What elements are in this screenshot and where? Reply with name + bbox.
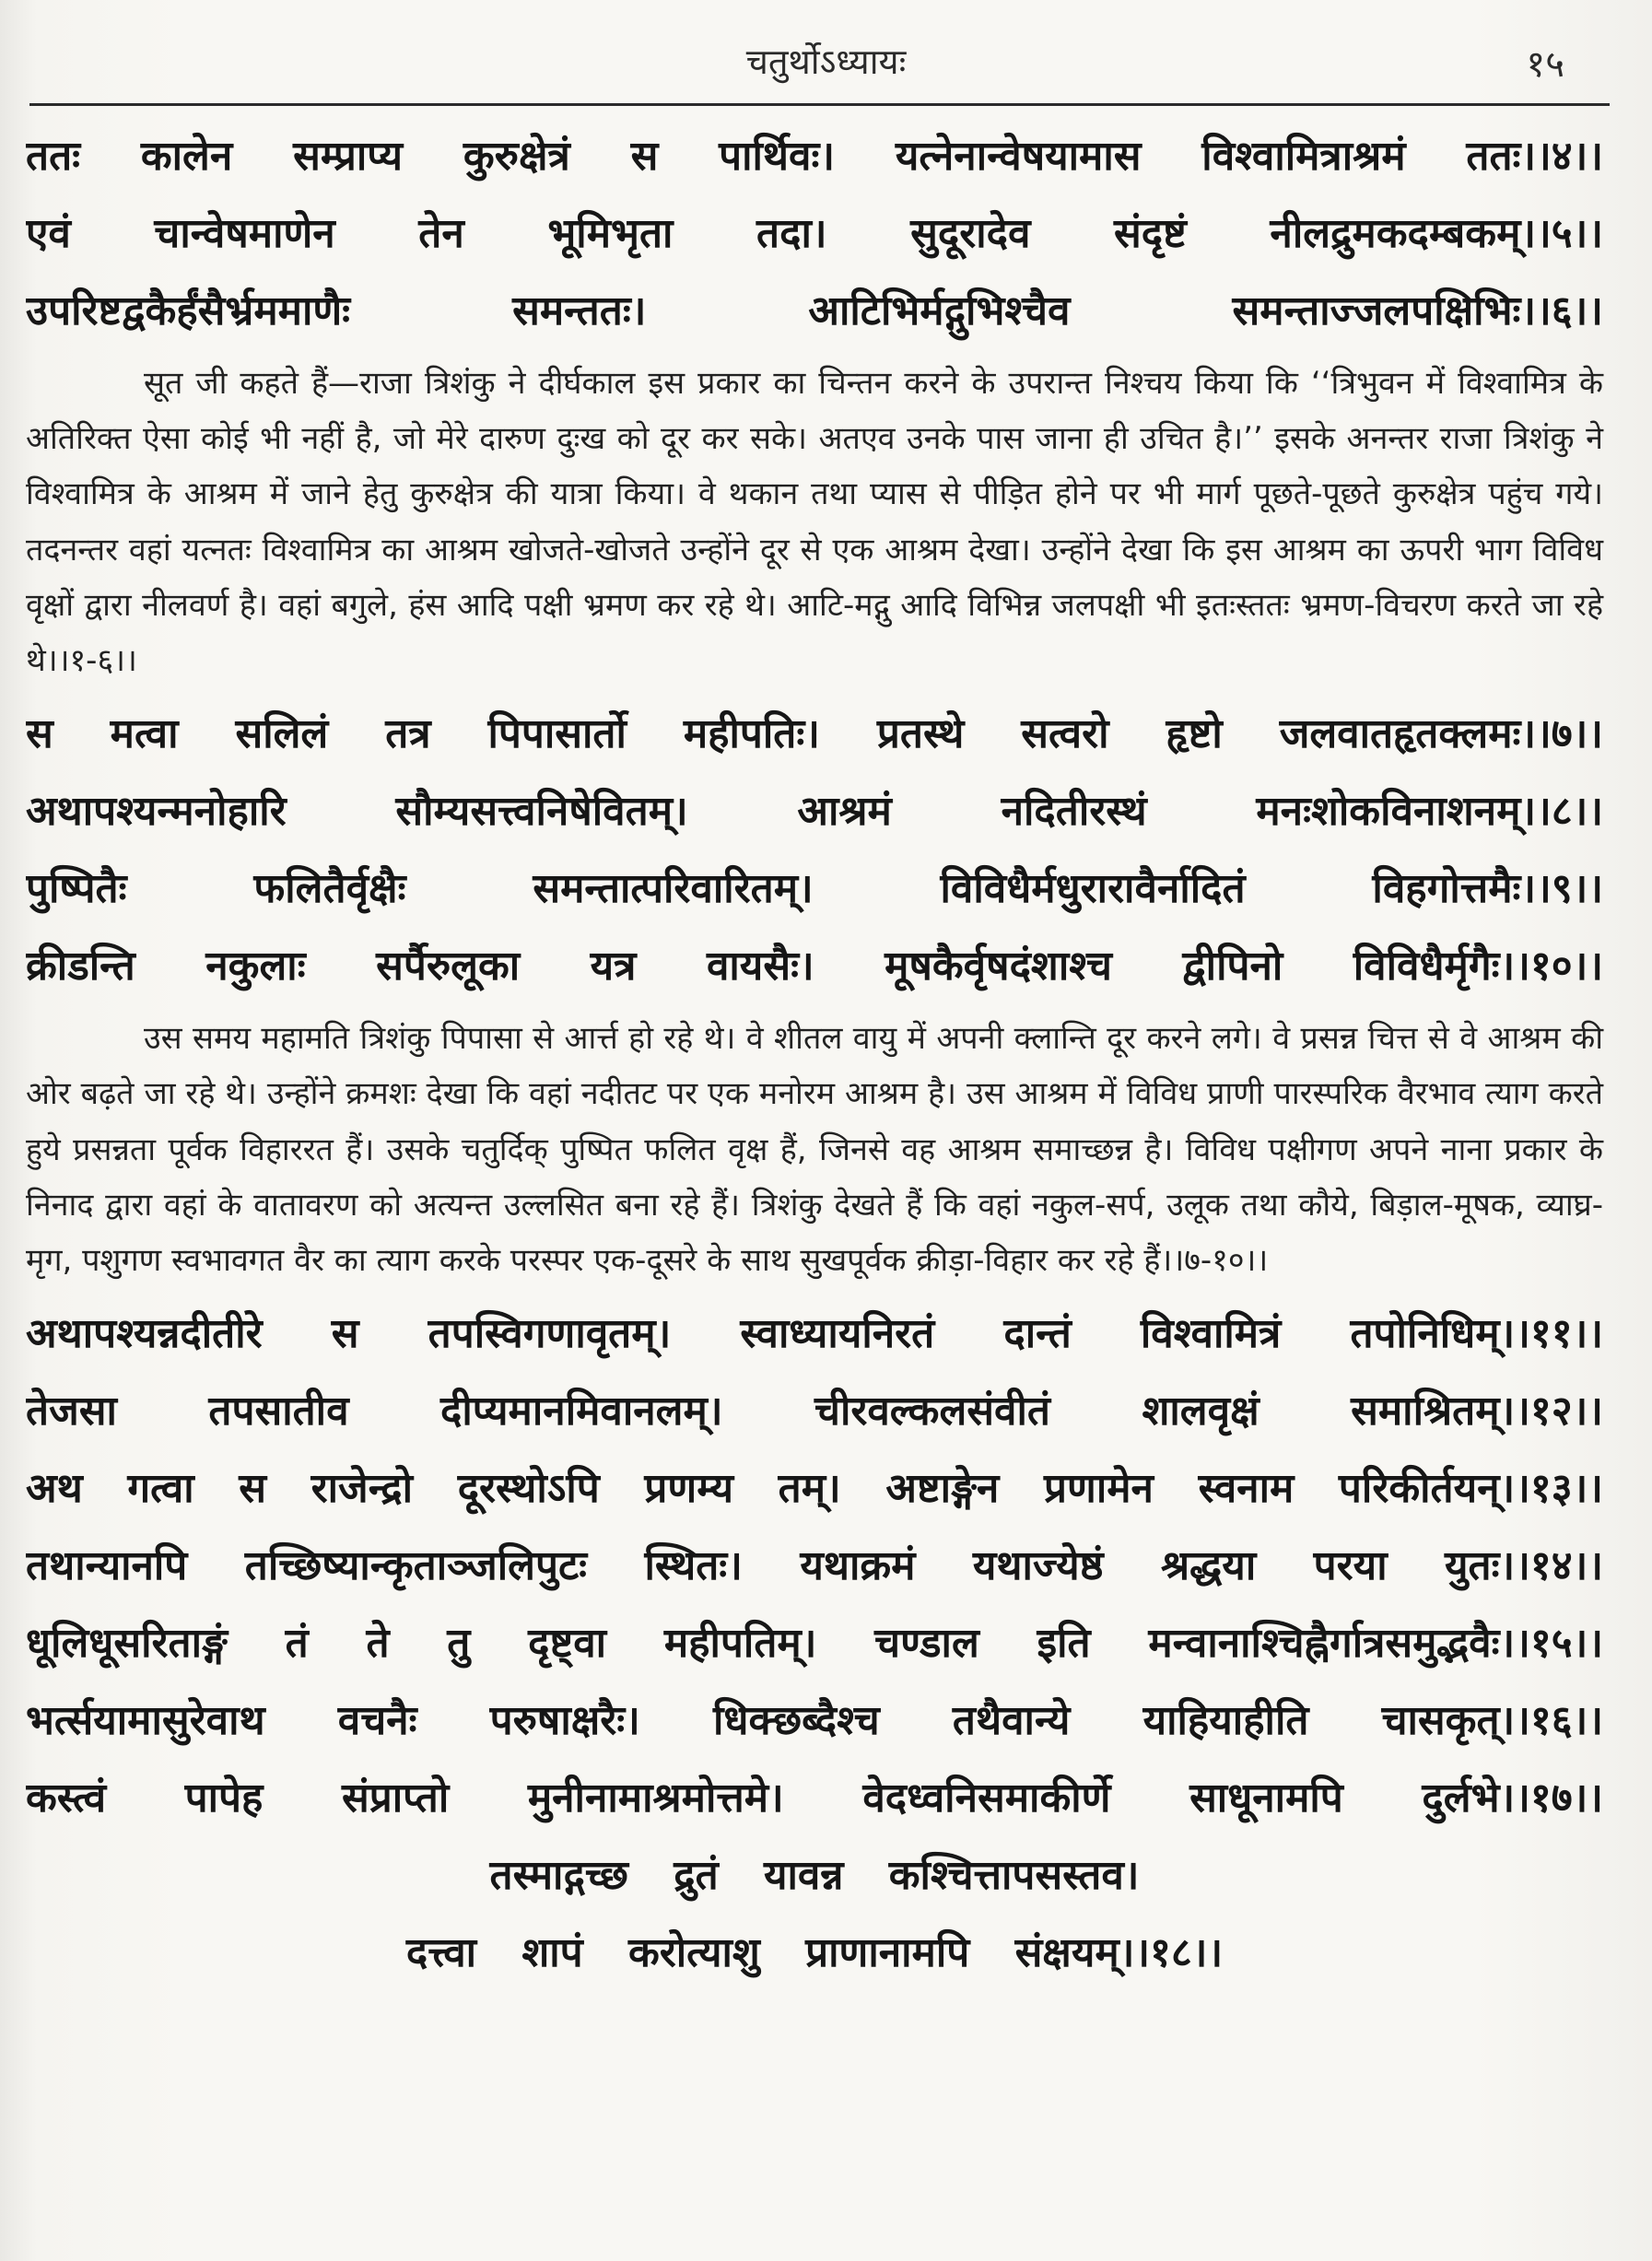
verse-18-line-1: तस्माद्गच्छ द्रुतं यावन्न कश्चित्तापसस्तव।	[489, 1852, 1140, 1900]
commentary-1-6-text: सूत जी कहते हैं—राजा त्रिशंकु ने दीर्घकाल इस प्रकार का चिन्तन करने के उपरान्त निश्चय किया कि ‘‘त्रिभुवन में विश्वामित्र के अतिरिक्त ऐसा कोई भी नहीं है, जो मेरे दारुण दुःख को दूर कर सके। अतएव उनके पास जाना ही उचित है।’’ इसके अनन्तर राजा त्रिशंकु ने विश्वामित्र के आश्रम में जाने हेतु कुरुक्षेत्र की यात्रा किया। वे थकान तथा प्यास से पीड़ित होने पर भी मार्ग पूछते-पूछते कुरुक्षेत्र पहुंच गये। तदनन्तर वहां यत्नतः विश्वामित्र का आश्रम खोजते-खोजते उन्होंने दूर से एक आश्रम देखा। उन्होंने देखा कि इस आश्रम का ऊपरी भाग विविध वृक्षों द्वारा नीलवर्ण है। वहां बगुले, हंस आदि पक्षी भ्रमण कर रहे थे। आटि-मद्गु आदि विभिन्न जलपक्षी भी इतःस्ततः भ्रमण-विचरण करते जा रहे थे।।१-६।।	[26, 365, 1603, 680]
page-content	[26, 118, 1603, 1992]
verse-12: तेजसा तपसातीव दीप्यमानमिवानलम्। चीरवल्कलसंवीतं शालवृक्षं समाश्रितम्।।१२।।	[26, 1388, 1603, 1435]
verse-15: धूलिधूसरिताङ्गं तं ते तु दृष्ट्वा महीपतिम्। चण्डाल इति मन्वानाश्चिह्नैर्गात्रसमुद्भवैः।।१५।।	[26, 1620, 1603, 1668]
verse-10: क्रीडन्ति नकुलाः सर्पैरुलूका यत्र वायसैः। मूषकैर्वृषदंशाश्च द्वीपिनो विविधैर्मृगैः।।१०।।	[26, 943, 1603, 990]
verse-6: उपरिष्टद्वकैर्हंसैर्भ्रममाणैः समन्ततः। आटिभिर्मद्गुभिश्चैव समन्ताज्जलपक्षिभिः।।६।।	[26, 287, 1603, 334]
commentary-7-10-text: उस समय महामति त्रिशंकु पिपासा से आर्त्त हो रहे थे। वे शीतल वायु में अपनी क्लान्ति दूर करने लगे। वे प्रसन्न चित्त से वे आश्रम की ओर बढ़ते जा रहे थे। उन्होंने क्रमशः देखा कि वहां नदीतट पर एक मनोरम आश्रम है। उस आश्रम में विविध प्राणी पारस्परिक वैरभाव त्याग करते हुये प्रसन्नता पूर्वक विहाररत हैं। उसके चतुर्दिक् पुष्पित फलित वृक्ष हैं, जिनसे वह आश्रम समाच्छन्न है। विविध पक्षीगण अपने नाना प्रकार के निनाद द्वारा वहां के वातावरण को अत्यन्त उल्लसित बना रहे हैं। त्रिशंकु देखते हैं कि वहां नकुल-सर्प, उलूक तथा कौये, बिड़ाल-मूषक, व्याघ्र-मृग, पशुगण स्वभावगत वैर का त्याग करके परस्पर एक-दूसरे के साथ सुखपूर्वक क्रीड़ा-विहार कर रहे हैं।।७-१०।।	[26, 1020, 1603, 1280]
verse-11: अथापश्यन्नदीतीरे स तपस्विगणावृतम्। स्वाध्यायनिरतं दान्तं विश्वामित्रं तपोनिधिम्।।११।।	[26, 1310, 1603, 1358]
commentary-7-10	[26, 1011, 1603, 1288]
verse-16: भर्त्सयामासुरेवाथ वचनैः परुषाक्षरैः। धिक्छब्दैश्च तथैवान्ये याहियाहीति चासकृत्।।१६।।	[26, 1697, 1603, 1745]
header-divider	[29, 103, 1610, 106]
verse-group-7-10	[26, 696, 1603, 1005]
verse-group-18	[26, 1837, 1603, 1992]
verse-9: पुष्पितैः फलितैर्वृक्षैः समन्तात्परिवारितम्। विविधैर्मधुरारावैर्नादितं विहगोत्तमैः।।९।।	[26, 865, 1603, 913]
verse-group-4-6	[26, 118, 1603, 350]
verse-5: एवं चान्वेषमाणेन तेन भूमिभृता तदा। सुदूरादेव संदृष्टं नीलद्रुमकदम्बकम्।।५।।	[26, 210, 1603, 257]
verse-18-line-2: दत्त्वा शापं करोत्याशु प्राणानामपि संक्षयम्।।१८।।	[405, 1929, 1224, 1977]
page-number: १५	[1526, 43, 1564, 86]
verse-4: ततः कालेन सम्प्राप्य कुरुक्षेत्रं स पार्थिवः। यत्नेनान्वेषयामास विश्वामित्राश्रमं ततः।।४।।	[26, 133, 1603, 180]
verse-13: अथ गत्वा स राजेन्द्रो दूरस्थोऽपि प्रणम्य तम्। अष्टाङ्गेन प्रणामेन स्वनाम परिकीर्तयन्।।१३।।	[26, 1465, 1603, 1513]
verse-8: अथापश्यन्मनोहारि सौम्यसत्त्वनिषेवितम्। आश्रमं नदितीरस्थं मनःशोकविनाशनम्।।८।।	[26, 788, 1603, 836]
chapter-title: चतुर्थोऽध्यायः	[745, 41, 907, 82]
verse-group-11-17	[26, 1295, 1603, 1837]
verse-7: स मत्वा सलिलं तत्र पिपासार्तो महीपतिः। प्रतस्थे सत्वरो हृष्टो जलवातहृतक्लमः।।७।।	[26, 710, 1603, 758]
commentary-1-6	[26, 356, 1603, 688]
verse-17: कस्त्वं पापेह संप्राप्तो मुनीनामाश्रमोत्तमे। वेदध्वनिसमाकीर्णे साधूनामपि दुर्लभे।।१७।।	[26, 1775, 1603, 1822]
verse-14: तथान्यानपि तच्छिष्यान्कृताञ्जलिपुटः स्थितः। यथाक्रमं यथाज्येष्ठं श्रद्धया परया युतः।।१४।।	[26, 1542, 1603, 1590]
